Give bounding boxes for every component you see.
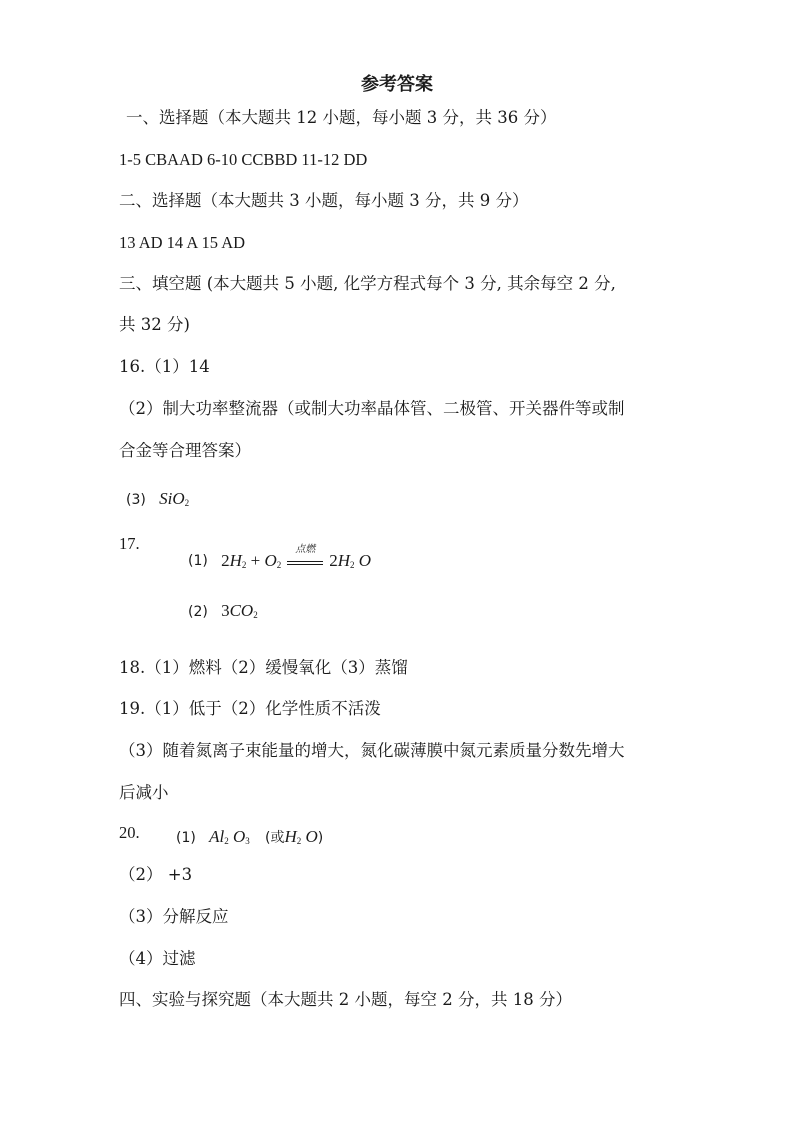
- q20-part3: （3）分解反应: [119, 907, 229, 926]
- q20-part4: （4）过滤: [119, 949, 196, 968]
- q17-number: 17.: [119, 534, 140, 553]
- q17-part2: [188, 600, 258, 626]
- section-4-header: 四、实验与探究题（本大题共 2 小题，每空 2 分，共 18 分）: [119, 990, 572, 1009]
- reaction-arrow: [285, 544, 325, 571]
- q16-part2-cont: 合金等合理答案）: [119, 441, 251, 460]
- q16-part2: （2）制大功率整流器（或制大功率晶体管、二极管、开关器件等或制: [119, 399, 625, 418]
- page-title: 参考答案: [361, 74, 433, 95]
- q19-part1: 19.（1）低于（2）化学性质不活泼: [119, 699, 381, 718]
- equation-h2-combustion: $2H_2 + O_2$ 点燃 $2H_2$ O: [221, 551, 371, 570]
- q20-alt-close: ): [317, 830, 324, 846]
- q20-part2: （2） +3: [119, 865, 193, 884]
- formula-sio2: SiO$_2$: [159, 489, 190, 508]
- section-3-header-cont: 共 32 分): [119, 315, 190, 334]
- q20-alt-open: (或: [264, 830, 285, 846]
- q17-part2-label: (2): [188, 604, 208, 620]
- section-2-answers: 13 AD 14 A 15 AD: [119, 233, 246, 252]
- formula-3co2: $3CO_2$: [221, 601, 258, 620]
- q16-part3-label: (3): [126, 492, 146, 508]
- section-1-answers: 1-5 CBAAD 6-10 CCBBD 11-12 DD: [119, 150, 368, 169]
- q20-part1: [176, 826, 323, 852]
- q19-part3: （3）随着氮离子束能量的增大，氮化碳薄膜中氮元素质量分数先增大: [119, 741, 625, 760]
- section-1-header: 一、选择题（本大题共 12 小题，每小题 3 分，共 36 分）: [126, 108, 557, 127]
- q19-part3-cont: 后减小: [119, 783, 169, 802]
- reaction-condition: 点燃: [295, 544, 316, 556]
- formula-al2o3: $Al_2$ $O_3$: [209, 827, 250, 846]
- section-3-header: 三、填空题 (本大题共 5 小题, 化学方程式每个 3 分, 其余每空 2 分,: [119, 274, 616, 293]
- q18: 18.（1）燃料（2）缓慢氧化（3）蒸馏: [119, 658, 408, 677]
- q17-part1-label: (1): [188, 553, 208, 569]
- q20-part1-label: (1): [176, 830, 196, 846]
- q16-part3: [126, 488, 189, 514]
- formula-h2o: $H_2$ O: [284, 827, 318, 846]
- q17-part1: [188, 544, 372, 576]
- section-2-header: 二、选择题（本大题共 3 小题，每小题 3 分，共 9 分）: [119, 191, 529, 210]
- q20-number: 20.: [119, 823, 140, 842]
- q16-part1: 16.（1）14: [119, 357, 210, 376]
